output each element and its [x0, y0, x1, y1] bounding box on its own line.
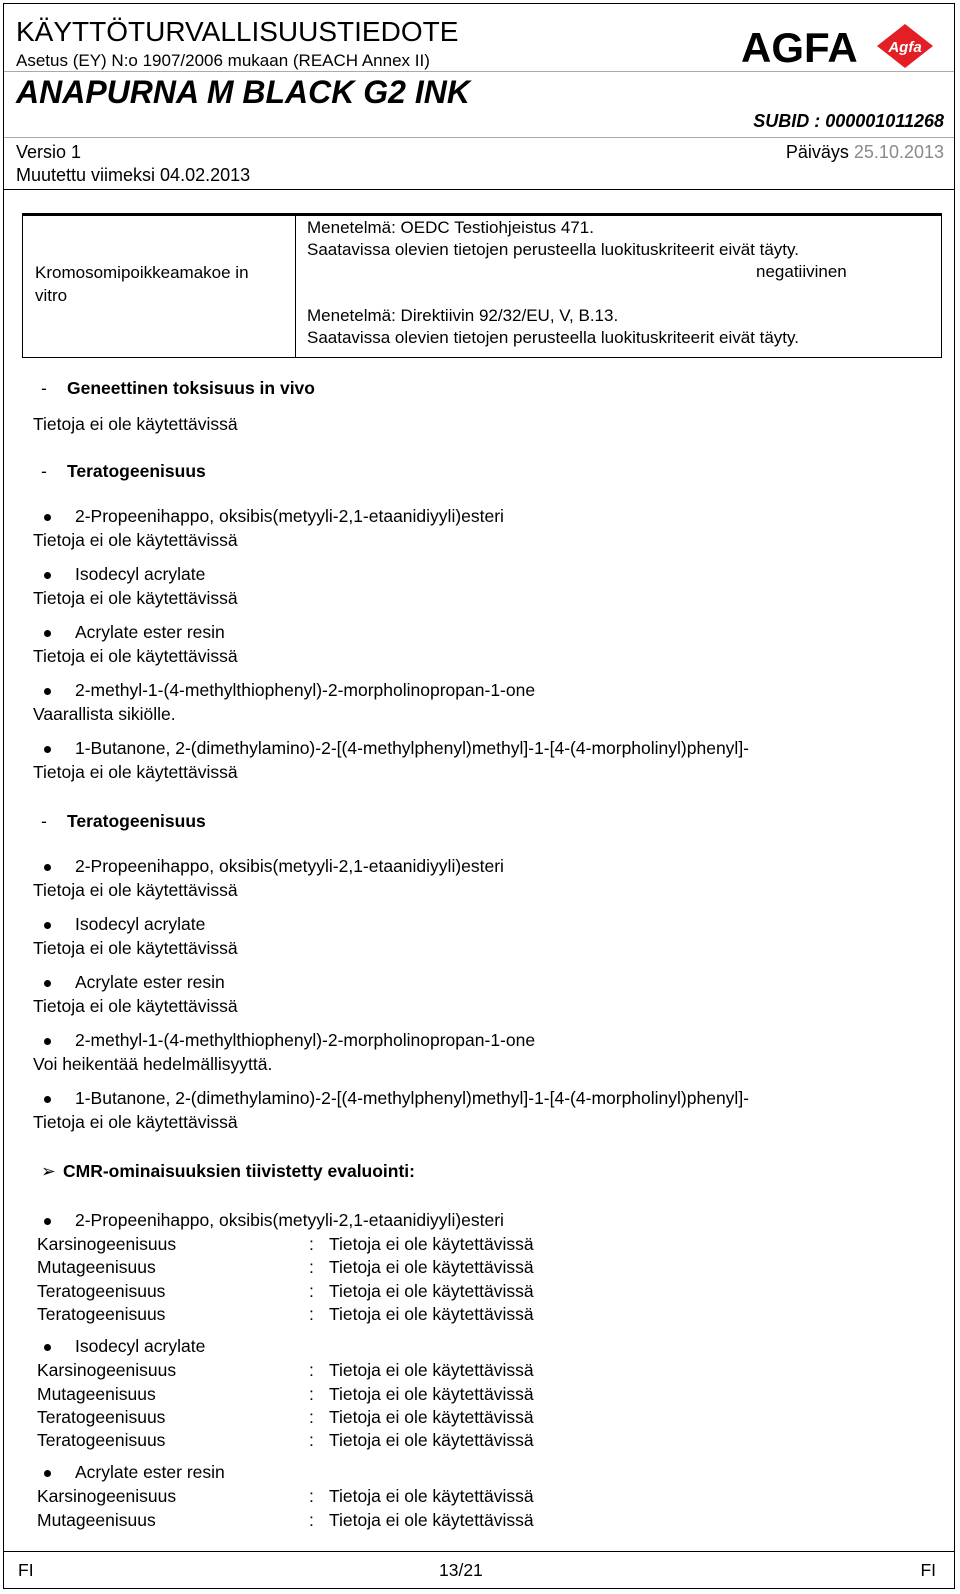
footer-language-left: FI [18, 1560, 34, 1580]
bullet-icon [44, 980, 51, 987]
document-title: KÄYTTÖTURVALLISUUSTIEDOTE [16, 16, 459, 47]
substance-name: 2-methyl-1-(4-methylthiophenyl)-2-morpholinopropan-1-one [75, 1030, 536, 1050]
agfa-logo-badge: Agfa [888, 39, 922, 56]
substance-name: Acrylate ester resin [75, 1462, 225, 1483]
substance-name: Acrylate ester resin [75, 622, 225, 642]
substance-result: Tietoja ei ole käytettävissä [33, 588, 238, 608]
bullet-icon [44, 1096, 51, 1103]
dash-marker: - [41, 461, 47, 481]
substance-item [44, 914, 205, 935]
separator-colon: : [309, 1360, 314, 1381]
separator-colon: : [309, 1509, 314, 1530]
substance-name: Isodecyl acrylate [75, 914, 206, 934]
substance-item [44, 738, 749, 759]
method-1: Menetelmä: OEDC Testiohjeistus 471. [307, 218, 594, 237]
separator-colon: : [309, 1280, 314, 1301]
substance-name: 1-Butanone, 2-(dimethylamino)-2-[(4-methylphenyl)methyl]-1-[4-(4-morpholinyl)phenyl]- [75, 1088, 750, 1108]
criteria-2: Saatavissa olevien tietojen perusteella luokituskriteerit eivät täyty. [307, 328, 799, 347]
cmr-property: Karsinogeenisuus [37, 1360, 177, 1381]
cmr-value: Tietoja ei ole käytettävissä [329, 1430, 534, 1451]
cmr-row [37, 1407, 534, 1428]
terato-heading-2-text: Teratogeenisuus [67, 811, 206, 831]
cmr-row [37, 1510, 534, 1531]
separator-colon: : [309, 1486, 314, 1507]
table-top-border [23, 214, 941, 216]
method-2: Menetelmä: Direktiivin 92/32/EU, V, B.13. [307, 306, 619, 325]
substance-item [44, 1088, 749, 1109]
substance-item [44, 506, 504, 527]
genotox-text: Tietoja ei ole käytettävissä [33, 414, 238, 434]
bullet-icon [44, 572, 51, 579]
bullet-icon [44, 514, 51, 521]
substance-name: 2-Propeenihappo, oksibis(metyyli-2,1-etaanidiyyli)esteri [75, 856, 504, 876]
substance-name: 2-Propeenihappo, oksibis(metyyli-2,1-etaanidiyyli)esteri [75, 506, 504, 526]
bullet-icon [44, 922, 51, 929]
cmr-property: Teratogeenisuus [37, 1430, 166, 1451]
substance-item [44, 680, 535, 701]
separator-colon: : [309, 1234, 314, 1254]
cmr-value: Tietoja ei ole käytettävissä [329, 1486, 534, 1507]
cmr-property: Teratogeenisuus [37, 1303, 166, 1324]
substance-result: Vaarallista sikiölle. [33, 704, 176, 724]
bullet-icon [44, 746, 51, 753]
substance-result: Tietoja ei ole käytettävissä [33, 646, 238, 666]
cmr-value: Tietoja ei ole käytettävissä [329, 1406, 534, 1427]
result-value: negatiivinen [756, 262, 847, 281]
cmr-value: Tietoja ei ole käytettävissä [329, 1360, 534, 1381]
page-number: 13/21 [439, 1560, 483, 1580]
cmr-property: Karsinogeenisuus [37, 1486, 177, 1507]
substance-item [44, 1462, 225, 1483]
substance-result: Tietoja ei ole käytettävissä [33, 996, 238, 1016]
substance-result: Tietoja ei ole käytettävissä [33, 938, 238, 958]
separator-colon: : [309, 1303, 314, 1324]
test-results-table [22, 213, 942, 358]
cmr-row [37, 1281, 534, 1302]
arrow-icon: ➢ [41, 1161, 56, 1181]
substance-name: 2-methyl-1-(4-methylthiophenyl)-2-morpholinopropan-1-one [75, 680, 536, 700]
document-header [4, 4, 954, 190]
terato-heading-1-text: Teratogeenisuus [67, 461, 206, 481]
dash-marker: - [41, 811, 47, 831]
bullet-icon [44, 688, 51, 695]
cmr-property: Mutageenisuus [37, 1257, 156, 1278]
bullet-icon [44, 864, 51, 871]
cmr-row [37, 1257, 534, 1278]
dash-marker: - [41, 378, 47, 398]
separator-colon: : [309, 1383, 314, 1404]
cmr-property: Mutageenisuus [37, 1509, 156, 1530]
substance-name: Isodecyl acrylate [75, 1336, 206, 1357]
genotox-heading [41, 378, 315, 399]
substance-item [44, 1336, 205, 1357]
subid: SUBID : 000001011268 [753, 111, 944, 131]
substance-name: Acrylate ester resin [75, 972, 225, 992]
cmr-value: Tietoja ei ole käytettävissä [329, 1303, 534, 1324]
substance-item [44, 622, 225, 643]
issue-date-value: 25.10.2013 [853, 142, 944, 162]
table-column-divider [295, 214, 296, 357]
test-label: Kromosomipoikkeamakoe in vitro [35, 263, 249, 305]
substance-item [44, 972, 225, 993]
cmr-row [37, 1304, 534, 1325]
cmr-property: Mutageenisuus [37, 1383, 156, 1404]
document-footer [4, 1551, 954, 1588]
document-page [3, 3, 955, 1589]
cmr-value: Tietoja ei ole käytettävissä [329, 1257, 534, 1278]
bullet-icon [44, 1470, 51, 1477]
substance-name: 1-Butanone, 2-(dimethylamino)-2-[(4-methylphenyl)methyl]-1-[4-(4-morpholinyl)phenyl]- [75, 738, 750, 758]
cmr-property: Teratogeenisuus [37, 1280, 166, 1301]
substance-item [44, 856, 504, 877]
separator-colon: : [309, 1406, 314, 1427]
cmr-row [37, 1486, 534, 1507]
substance-result: Tietoja ei ole käytettävissä [33, 762, 238, 782]
cmr-row [37, 1360, 534, 1381]
issue-date-label: Päiväys [785, 142, 849, 162]
cmr-property: Teratogeenisuus [37, 1406, 166, 1427]
cmr-property: Karsinogeenisuus [37, 1234, 177, 1254]
substance-result: Tietoja ei ole käytettävissä [33, 880, 238, 900]
substance-item [44, 1030, 535, 1051]
version: Versio 1 [16, 142, 82, 162]
cmr-row [37, 1234, 534, 1255]
regulation-line: Asetus (EY) N:o 1907/2006 mukaan (REACH Annex II) [16, 51, 430, 70]
terato-heading-2 [41, 811, 206, 832]
substance-result: Voi heikentää hedelmällisyyttä. [33, 1054, 273, 1074]
product-name: ANAPURNA M BLACK G2 INK [16, 74, 470, 110]
cmr-heading [41, 1161, 415, 1182]
agfa-logo-wordmark: AGFA [741, 24, 858, 71]
separator-colon: : [309, 1257, 314, 1278]
substance-name: Isodecyl acrylate [75, 564, 206, 584]
substance-item [44, 564, 205, 585]
issue-date [786, 142, 944, 163]
terato-heading-1 [41, 461, 206, 482]
bullet-icon [44, 630, 51, 637]
substance-result: Tietoja ei ole käytettävissä [33, 530, 238, 550]
cmr-value: Tietoja ei ole käytettävissä [329, 1280, 534, 1301]
cmr-row [37, 1430, 534, 1451]
footer-language-right: FI [920, 1560, 936, 1580]
separator-colon: : [309, 1430, 314, 1451]
bullet-icon [44, 1344, 51, 1351]
cmr-row [37, 1384, 534, 1405]
agfa-logo [741, 22, 941, 72]
genotox-heading-text: Geneettinen toksisuus in vivo [67, 378, 315, 398]
last-modified: Muutettu viimeksi 04.02.2013 [16, 165, 251, 185]
cmr-value: Tietoja ei ole käytettävissä [329, 1234, 534, 1254]
cmr-heading-text: CMR-ominaisuuksien tiivistetty evaluointi: [63, 1161, 415, 1181]
substance-result: Tietoja ei ole käytettävissä [33, 1112, 238, 1132]
substance-name: 2-Propeenihappo, oksibis(metyyli-2,1-etaanidiyyli)esteri [75, 1210, 504, 1230]
criteria-1: Saatavissa olevien tietojen perusteella luokituskriteerit eivät täyty. [307, 240, 799, 259]
cmr-value: Tietoja ei ole käytettävissä [329, 1383, 534, 1404]
header-separator-lower [4, 137, 954, 138]
bullet-icon [44, 1038, 51, 1045]
cmr-value: Tietoja ei ole käytettävissä [329, 1509, 534, 1530]
bullet-icon [44, 1218, 51, 1225]
substance-item [44, 1210, 504, 1231]
